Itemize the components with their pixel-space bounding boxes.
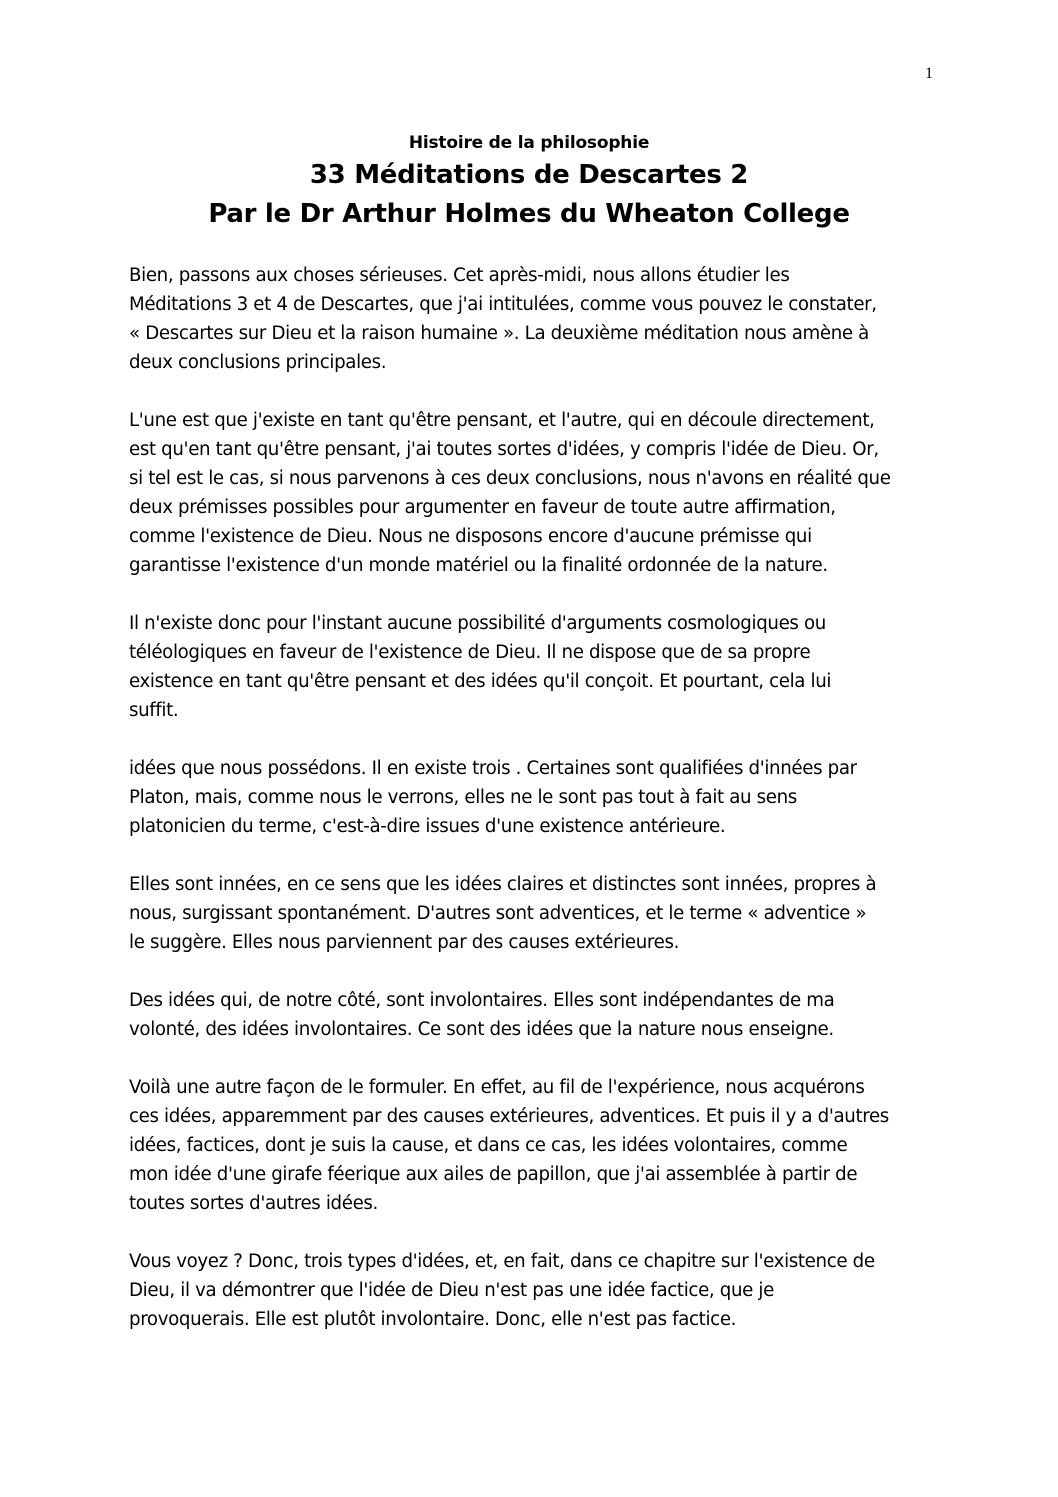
author-line: Par le Dr Arthur Holmes du Wheaton College [208, 199, 850, 229]
paragraph: Vous voyez ? Donc, trois types d'idées, et, en fait, dans ce chapitre sur l'existence de Dieu, il va démontrer que l'idée de Dieu n'est pas une idée factice, que je provoquerais. Elle est plutôt involontaire. Donc, elle n'est pas factice. [129, 1251, 875, 1330]
paragraph: Voilà une autre façon de le formuler. En effet, au fil de l'expérience, nous acquérons ces idées, apparemment par des causes extérieures, adventices. Et puis il y a d'autres idées, factices, dont je suis la cause, et dans ce cas, les idées volontaires, comme mon idée d'une girafe féerique aux ailes de papillon, que j'ai assemblée à partir de toutes sortes d'autres idées. [129, 1077, 889, 1214]
paragraph: Des idées qui, de notre côté, sont involontaires. Elles sont indépendantes de ma volonté, des idées involontaires. Ce sont des idées que la nature nous enseigne. [129, 990, 835, 1040]
paragraph: Il n'existe donc pour l'instant aucune possibilité d'arguments cosmologiques ou téléologiques en faveur de l'existence de Dieu. Il ne dispose que de sa propre existence en tant qu'être pensant et des idées qu'il conçoit. Et pourtant, cela lui suffit. [129, 613, 832, 721]
paragraph: idées que nous possédons. Il en existe trois . Certaines sont qualifiées d'innées par Platon, mais, comme nous le verrons, elles ne le sont pas tout à fait au sens platonicien du terme, c'est-à-dire issues d'une existence antérieure. [129, 758, 857, 837]
page-number: 1 [925, 65, 933, 82]
paragraph: Elles sont innées, en ce sens que les idées claires et distinctes sont innées, propres à nous, surgissant spontanément. D'autres sont adventices, et le terme « adventice » le suggère. Elles nous parviennent par des causes extérieures. [129, 874, 877, 953]
lecture-title: 33 Méditations de Descartes 2 [309, 160, 749, 190]
body-text [129, 261, 944, 1363]
course-subject: Histoire de la philosophie [408, 133, 650, 153]
paragraph: Bien, passons aux choses sérieuses. Cet après-midi, nous allons étudier les Méditations 3 et 4 de Descartes, que j'ai intitulées, comme vous pouvez le constater, « Descartes sur Dieu et la raison humaine ». La deuxième méditation nous amène à deux conclusions principales. [129, 265, 877, 373]
paragraph: L'une est que j'existe en tant qu'être pensant, et l'autre, qui en découle directement, est qu'en tant qu'être pensant, j'ai toutes sortes d'idées, y compris l'idée de Dieu. Or, si tel est le cas, si nous parvenons à ces deux conclusions, nous n'avons en réalité que deux prémisses possibles pour argumenter en faveur de toute autre affirmation, comme l'existence de Dieu. Nous ne disposons encore d'aucune prémisse qui garantisse l'existence d'un monde matériel ou la finalité ordonnée de la nature. [129, 410, 891, 576]
document-header [0, 130, 1058, 234]
